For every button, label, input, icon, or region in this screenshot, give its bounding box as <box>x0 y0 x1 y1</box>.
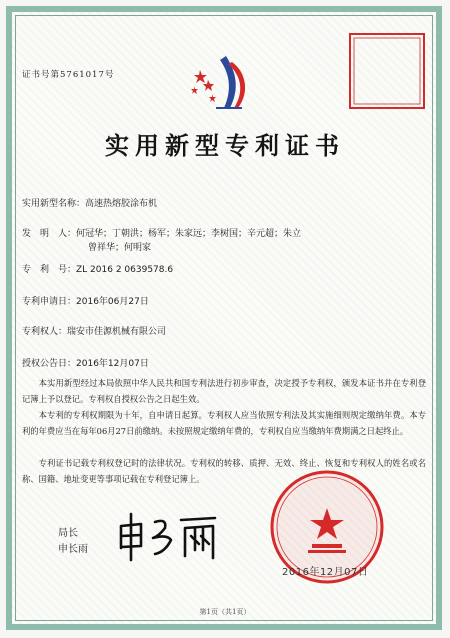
field-value: 何冠华；丁朝洪；杨军；朱家远；李树国；辛元超；朱立 <box>76 229 302 239</box>
field-label: 实用新型名称： <box>22 199 86 209</box>
director-title: 局长 <box>58 528 78 539</box>
tax-seal-icon <box>348 32 426 110</box>
field-value: 高速热熔胶涂布机 <box>85 199 158 209</box>
field-label: 专 利 号： <box>22 265 77 275</box>
handwritten-signature <box>115 510 220 562</box>
field-inventors <box>22 226 301 239</box>
body-paragraph: 专利证书记载专利权登记时的法律状况。专利权的转移、质押、无效、终止、恢复和专利权人的姓名或名称、国籍、地址变更等事项记载在专利登记簿上。 <box>22 458 426 484</box>
field-label: 专利权人： <box>22 327 68 337</box>
field-label: 专利申请日： <box>22 297 77 307</box>
body-paragraph: 本专利的专利权期限为十年，自申请日起算。专利权人应当依照专利法及其实施细则规定缴纳年费。本专利的年费应当在每年06月27日前缴纳。未按照规定缴纳年费的，专利权自应当缴纳年费期满之日起终止。 <box>22 410 426 436</box>
field-utility-model-name <box>22 196 157 209</box>
field-patentee <box>22 324 166 337</box>
body-paragraph: 本实用新型经过本局依照中华人民共和国专利法进行初步审查，决定授予专利权，颁发本证书并在专利登记簿上予以登记。专利权自授权公告之日起生效。 <box>22 378 426 404</box>
certificate-number: 证书号第5761017号 <box>22 70 115 80</box>
field-grant-date <box>22 356 149 369</box>
field-filing-date <box>22 294 149 307</box>
field-label: 发 明 人： <box>22 229 77 239</box>
seal-date: 2016年12月07日 <box>282 567 369 578</box>
field-inventors-line2 <box>88 240 151 253</box>
page-footer: 第1页（共1页） <box>199 608 251 616</box>
field-label: 授权公告日： <box>22 359 77 369</box>
field-value: 瑞安市佳源机械有限公司 <box>67 327 167 337</box>
field-patent-number <box>22 262 173 275</box>
field-value: 2016年12月07日 <box>76 359 149 369</box>
field-value: ZL 2016 2 0639578.6 <box>76 265 174 275</box>
field-value: 2016年06月27日 <box>76 297 149 307</box>
sipo-emblem-icon <box>186 52 258 112</box>
page-title: 实用新型专利证书 <box>105 131 345 160</box>
field-value: 曾祥华；何明家 <box>88 243 152 253</box>
director-name: 申长雨 <box>58 544 88 555</box>
